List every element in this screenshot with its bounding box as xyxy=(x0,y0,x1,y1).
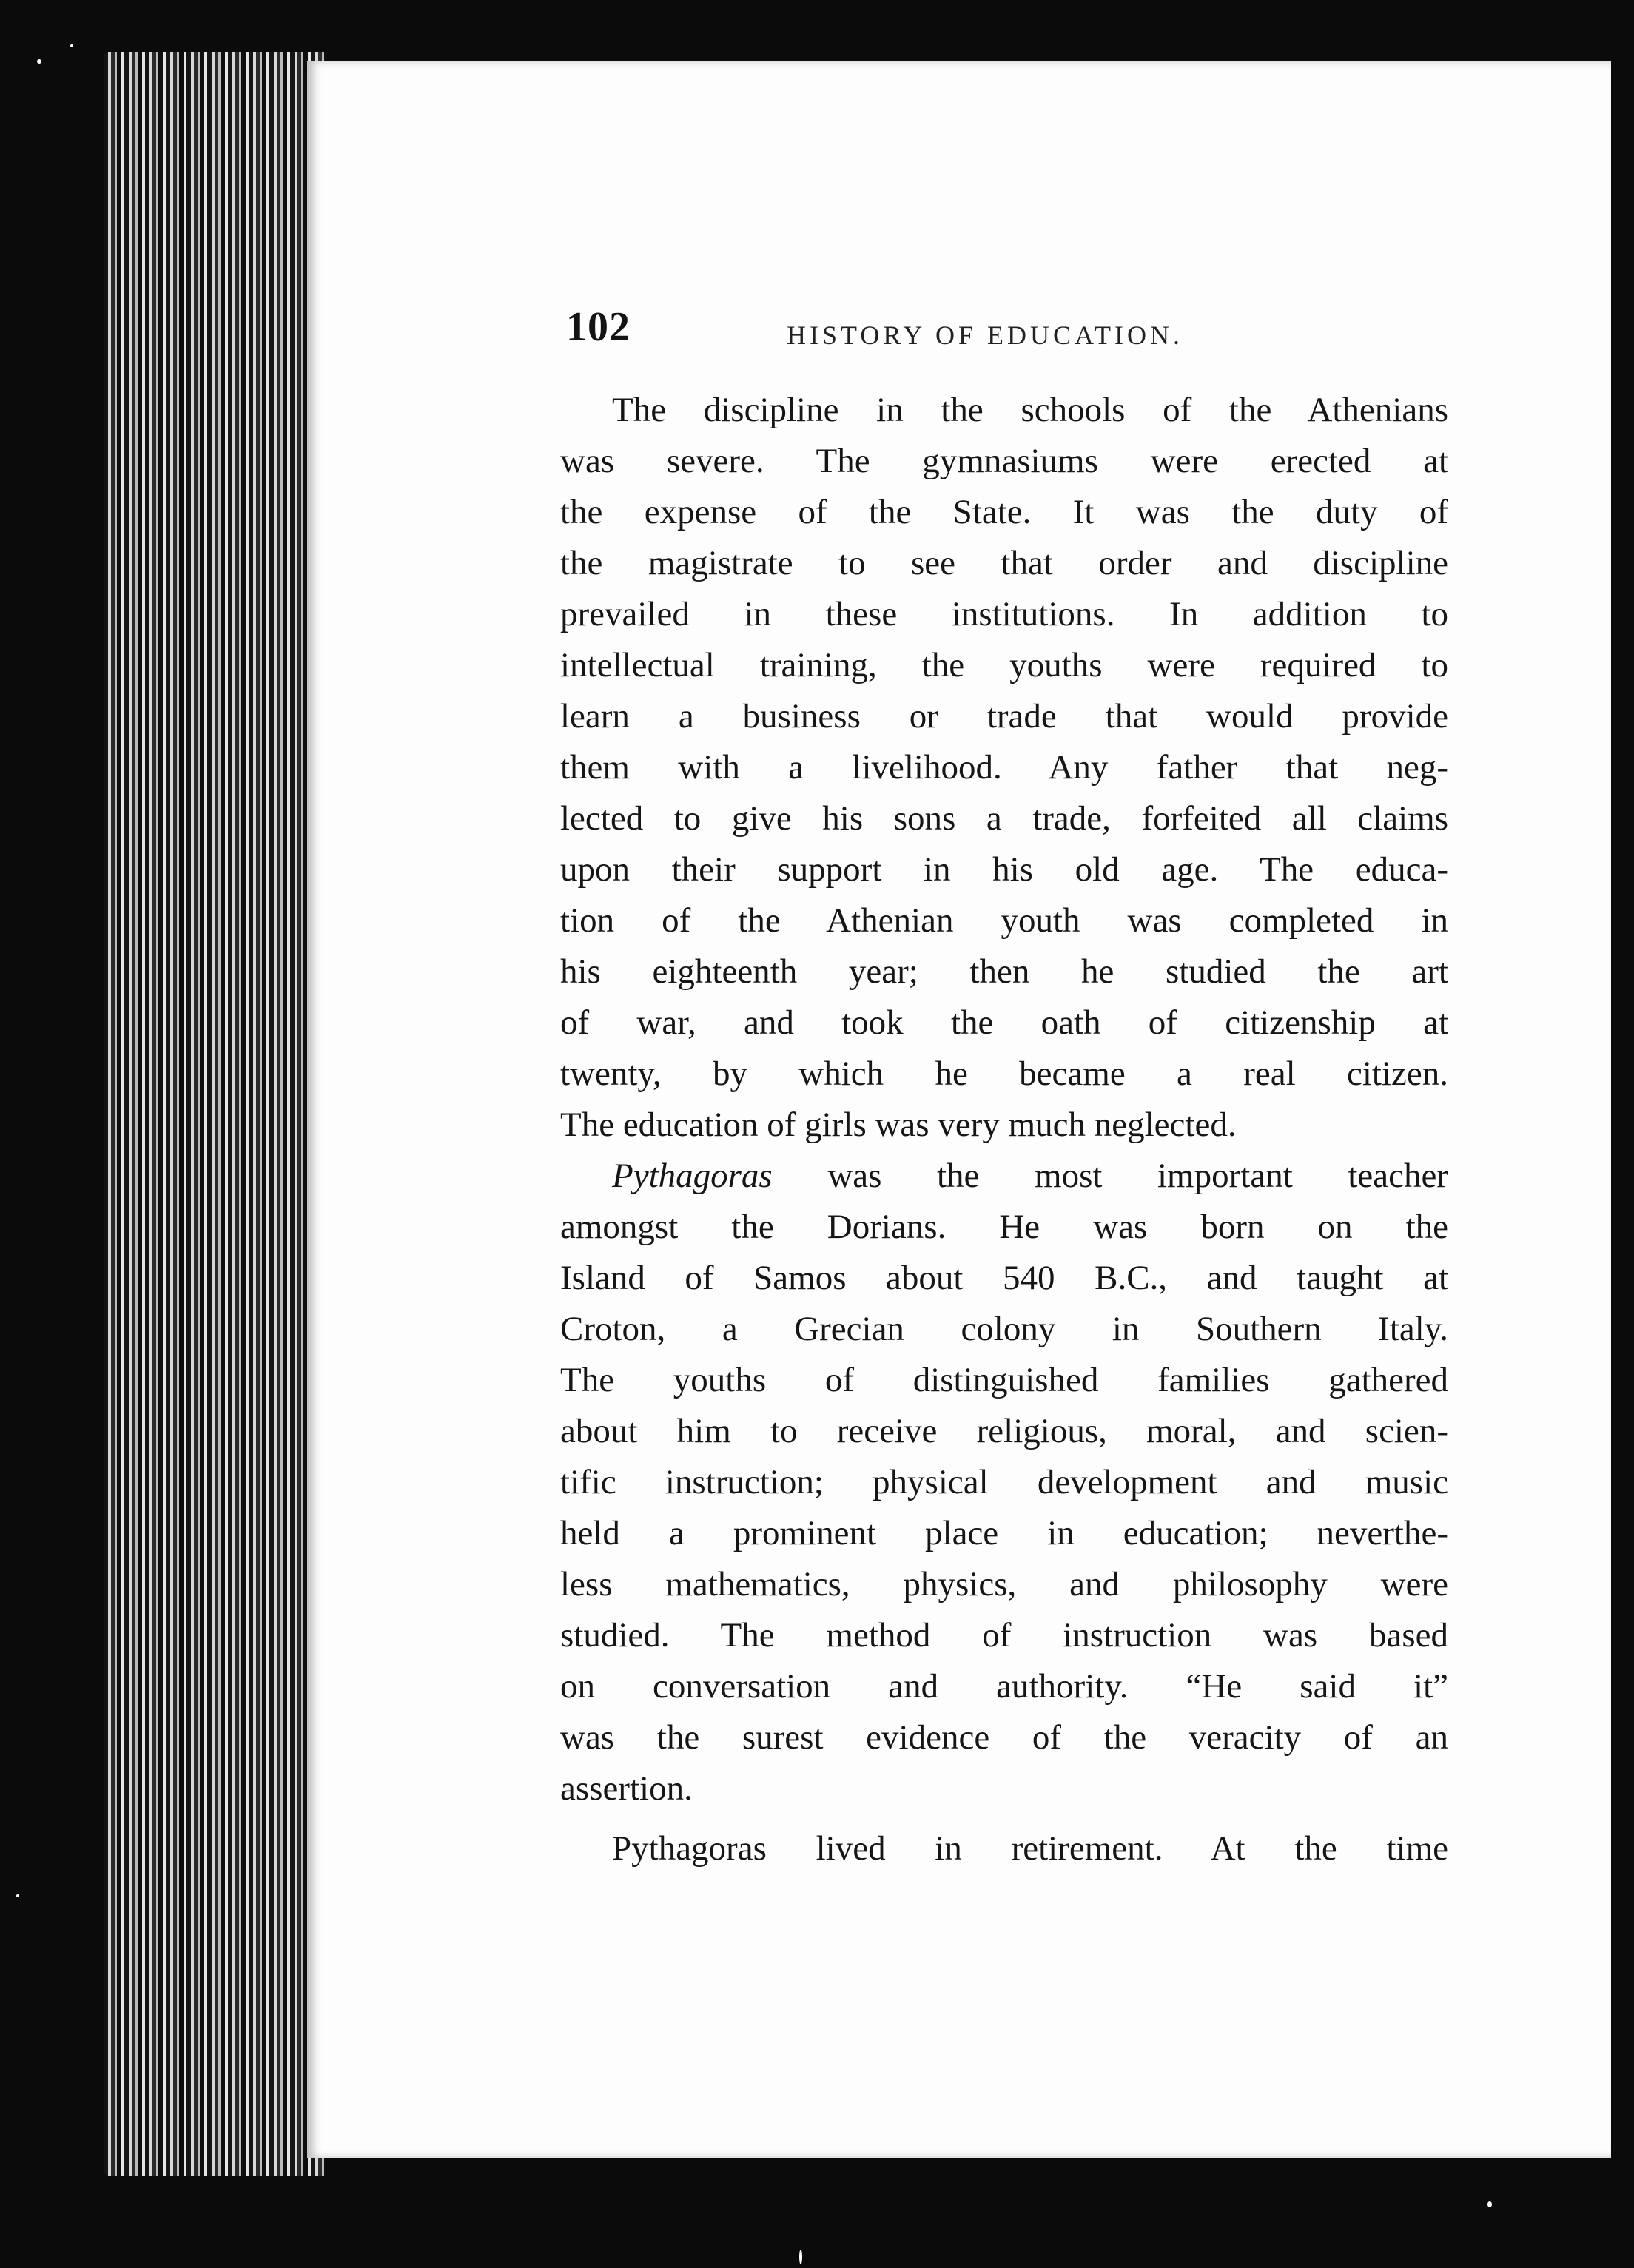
text-line: Croton, a Grecian colony in Southern Italy. xyxy=(560,1310,1448,1348)
text-line: upon their support in his old age. The educa- xyxy=(560,850,1448,889)
text-line: less mathematics, physics, and philosophy were xyxy=(560,1565,1448,1604)
text-line: The discipline in the schools of the Athenians xyxy=(612,391,1448,429)
text-line: Island of Samos about 540 B.C., and taught at xyxy=(560,1259,1448,1297)
text-line: Pythagoras lived in retirement. At the time xyxy=(612,1829,1448,1868)
italic-name: Pythagoras xyxy=(612,1157,773,1195)
text-line: The youths of distinguished families gathered xyxy=(560,1361,1448,1399)
page-edges xyxy=(104,52,326,2176)
text-line: amongst the Dorians. He was born on the xyxy=(560,1208,1448,1246)
page-number: 102 xyxy=(566,304,631,350)
text-line: was the surest evidence of the veracity of an xyxy=(560,1718,1448,1757)
text-line: the magistrate to see that order and discipline xyxy=(560,544,1448,582)
running-title: HISTORY OF EDUCATION. xyxy=(787,320,1184,350)
text-line: prevailed in these institutions. In addition to xyxy=(560,595,1448,633)
text-line: intellectual training, the youths were required to xyxy=(560,646,1448,684)
text-line: them with a livelihood. Any father that neg- xyxy=(560,748,1448,787)
text-line: about him to receive religious, moral, and scien- xyxy=(560,1412,1448,1450)
text-line: learn a business or trade that would provide xyxy=(560,697,1448,736)
text-line: was severe. The gymnasiums were erected at xyxy=(560,442,1448,480)
text-line-with-name xyxy=(560,1151,1448,1202)
text-line: twenty, by which he became a real citizen. xyxy=(560,1054,1448,1093)
text-line: tion of the Athenian youth was completed in xyxy=(560,901,1448,940)
text-line: was the most important teacher xyxy=(827,1157,1448,1195)
text-line: held a prominent place in education; neverthe- xyxy=(560,1514,1448,1552)
text-line: of war, and took the oath of citizenship at xyxy=(560,1003,1448,1042)
text-line: lected to give his sons a trade, forfeited all claims xyxy=(560,799,1448,838)
body-text xyxy=(560,385,1448,1874)
text-line: The education of girls was very much neglected. xyxy=(560,1106,1237,1144)
text-line: the expense of the State. It was the duty of xyxy=(560,493,1448,531)
text-line: tific instruction; physical development and music xyxy=(560,1463,1448,1501)
text-line: on conversation and authority. “He said it” xyxy=(560,1667,1448,1706)
running-head xyxy=(566,303,1484,355)
text-line: studied. The method of instruction was based xyxy=(560,1616,1448,1655)
text-line: assertion. xyxy=(560,1769,693,1808)
text-line: his eighteenth year; then he studied the art xyxy=(560,952,1448,991)
